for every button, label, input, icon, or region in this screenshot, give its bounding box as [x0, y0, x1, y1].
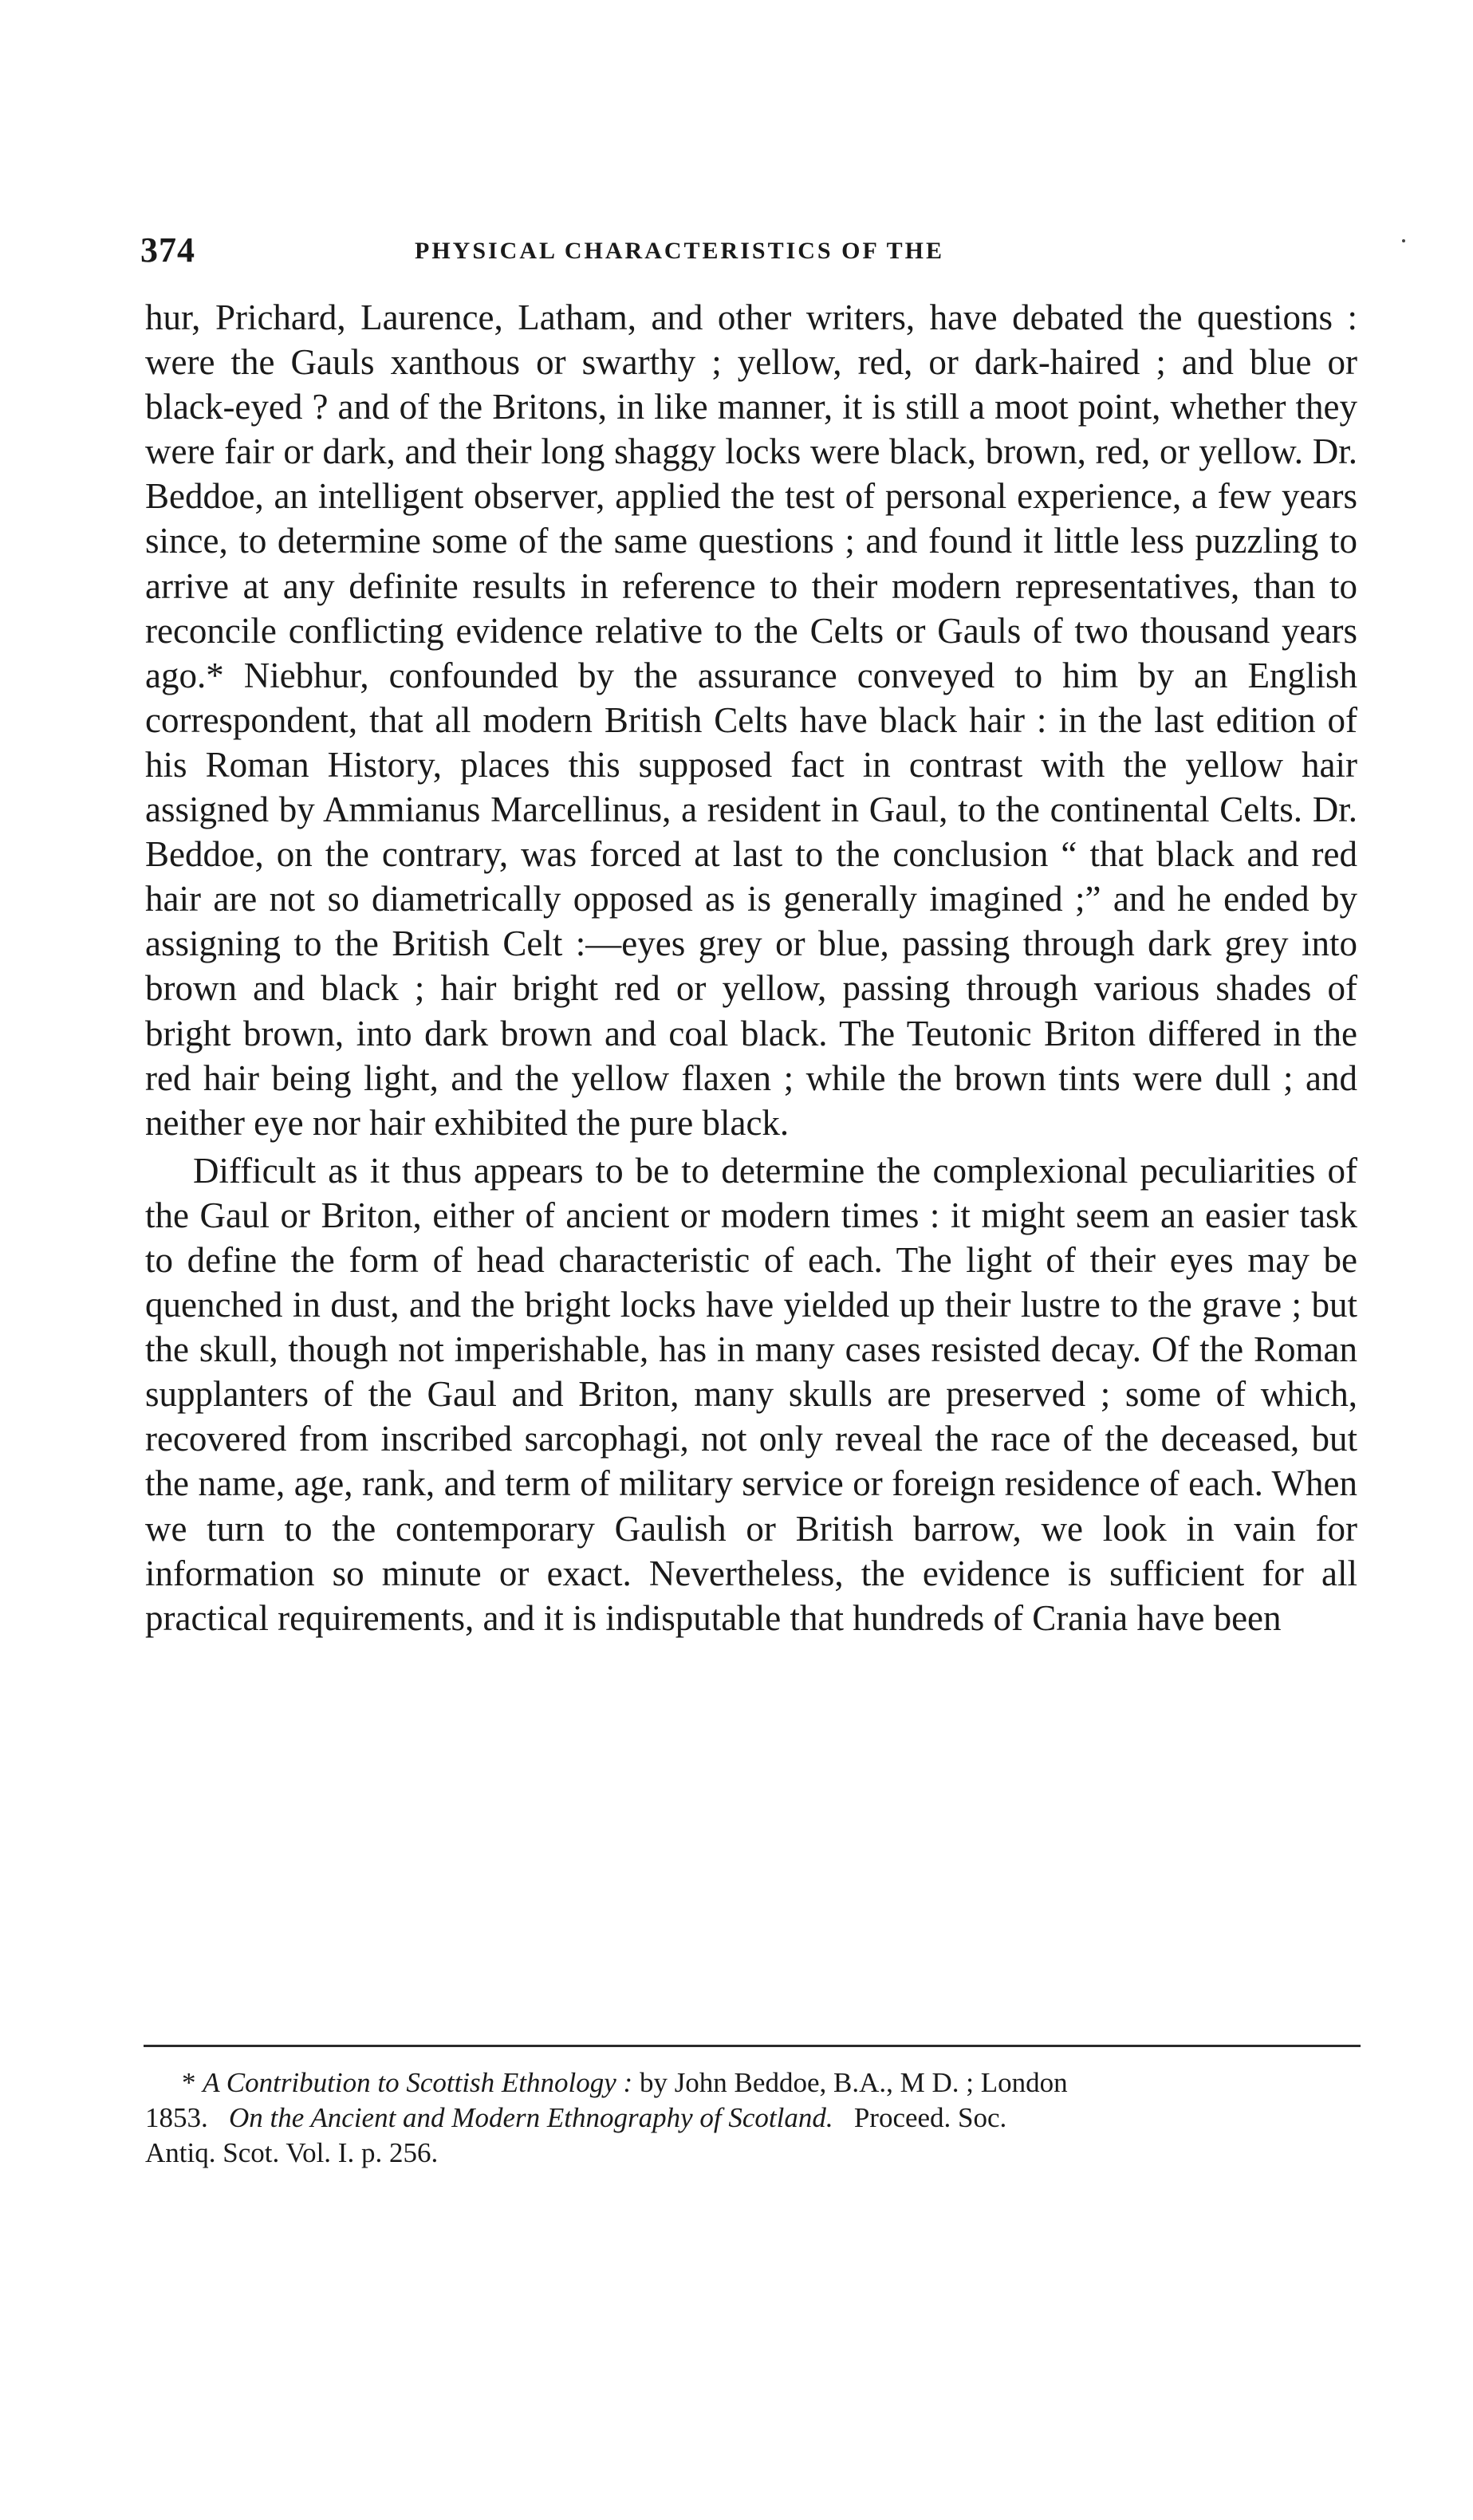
body-text [145, 295, 1357, 1640]
footnote-title-1: A Contribution to Scottish Ethnology : [203, 2067, 633, 2098]
footnote-text-1: by John Beddoe, B.A., M D. ; London [632, 2067, 1068, 2098]
footnote [145, 2065, 1357, 2171]
footnote-line-3: Antiq. Scot. Vol. I. p. 256. [145, 2137, 439, 2168]
footnote-line-2 [145, 2101, 1357, 2136]
running-head: PHYSICAL CHARACTERISTICS OF THE [415, 238, 944, 264]
footnote-text-2: Proceed. Soc. [853, 2102, 1007, 2133]
scan-speck [1402, 239, 1405, 242]
page-number: 374 [140, 230, 195, 270]
footnote-rule [144, 2045, 1361, 2047]
paragraph-2: Difficult as it thus appears to be to determine the complexional peculiarities of the Gaul or Briton, either of ancient or modern times : it might seem an easier task to define the form of head characteristic of each. The light of their eyes may be quenched in dust, and the bright locks have yielded up their lustre to the grave ; but the skull, though not imperishable, has in many cases resisted decay. Of the Roman supplanters of the Gaul and Briton, many skulls are preserved ; some of which, recovered from inscribed sarcophagi, not only reveal the race of the deceased, but the name, age, rank, and term of military service or foreign residence of each. When we turn to the contemporary Gaulish or British barrow, we look in vain for information so minute or exact. Nevertheless, the evidence is sufficient for all practical requirements, and it is indisputable that hundreds of Crania have been [145, 1150, 1357, 1638]
page-header [140, 230, 1361, 278]
footnote-line-1 [145, 2065, 1357, 2101]
footnote-title-2: On the Ancient and Modern Ethnography of Scotland. [229, 2102, 833, 2133]
paragraph-1: hur, Prichard, Laurence, Latham, and other writers, have debated the questions : were the Gauls xanthous or swarthy ; yellow, red, or dark-haired ; and blue or black-eyed ? and of the Britons, in like manner, it is still a moot point, whether they were fair or dark, and their long shaggy locks were black, brown, red, or yellow. Dr. Beddoe, an intelligent observer, applied the test of personal experience, a few years since, to determine some of the same questions ; and found it little less puzzling to arrive at any definite results in reference to their modern representatives, than to reconcile conflicting evidence relative to the Celts or Gauls of two thousand years ago.* Niebhur, confounded by the assurance conveyed to him by an English correspondent, that all modern British Celts have black hair : in the last edition of his Roman History, places this supposed fact in contrast with the yellow hair assigned by Ammianus Marcellinus, a resident in Gaul, to the continental Celts. Dr. Beddoe, on the contrary, was forced at last to the conclusion “ that black and red hair are not so diametrically opposed as is generally imagined ;” and he ended by assigning to the British Celt :—eyes grey or blue, passing through dark grey into brown and black ; hair bright red or yellow, passing through various shades of bright brown, into dark brown and coal black. The Teutonic Briton differed in the red hair being light, and the yellow flaxen ; while the brown tints were dull ; and neither eye nor hair exhibited the pure black. [145, 297, 1357, 1143]
footnote-marker: * [182, 2067, 196, 2098]
footnote-year: 1853. [145, 2102, 208, 2133]
